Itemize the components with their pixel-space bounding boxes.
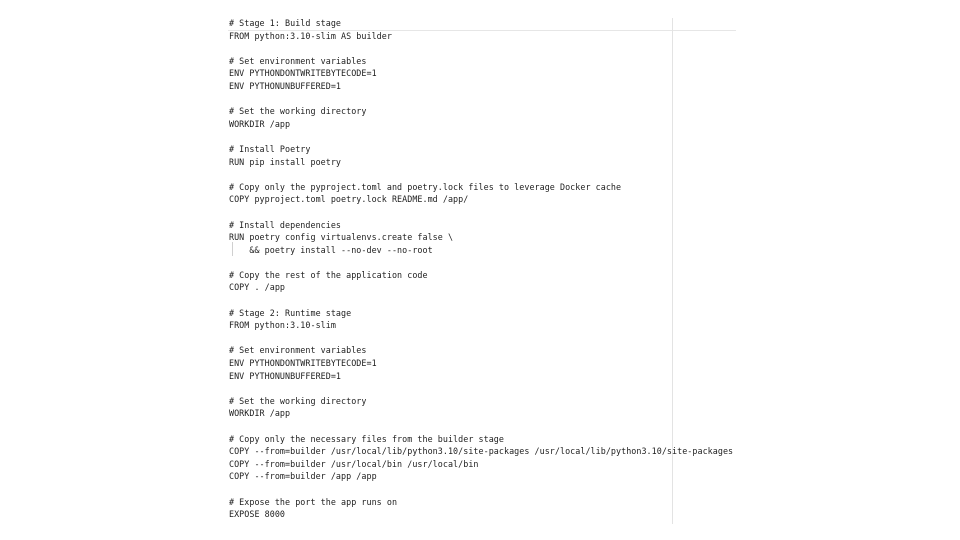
- code-line[interactable]: # Copy only the pyproject.toml and poetry.lock files to leverage Docker cache: [229, 181, 622, 192]
- code-line[interactable]: FROM python:3.10-slim: [229, 320, 336, 331]
- blank-line[interactable]: [229, 483, 733, 496]
- code-line[interactable]: EXPOSE 8000: [229, 509, 286, 520]
- code-line[interactable]: RUN poetry config virtualenvs.create false \: [229, 232, 454, 243]
- code-line[interactable]: # Set the working directory: [229, 395, 367, 406]
- code-line[interactable]: COPY . /app: [229, 282, 286, 293]
- blank-line[interactable]: [229, 130, 733, 143]
- code-line[interactable]: # Set environment variables: [229, 345, 367, 356]
- code-line[interactable]: # Install Poetry: [229, 143, 311, 154]
- code-line[interactable]: # Copy the rest of the application code: [229, 269, 428, 280]
- code-line[interactable]: # Set environment variables: [229, 55, 367, 66]
- blank-line[interactable]: [229, 332, 733, 345]
- code-line[interactable]: ENV PYTHONDONTWRITEBYTECODE=1: [229, 68, 377, 79]
- blank-line[interactable]: [229, 420, 733, 433]
- blank-line[interactable]: [229, 206, 733, 219]
- code-line[interactable]: ENV PYTHONUNBUFFERED=1: [229, 370, 342, 381]
- code-line[interactable]: # Expose the port the app runs on: [229, 496, 398, 507]
- code-line[interactable]: WORKDIR /app: [229, 408, 291, 419]
- code-line[interactable]: RUN pip install poetry: [229, 156, 342, 167]
- blank-line[interactable]: [229, 42, 733, 55]
- code-line[interactable]: COPY --from=builder /app /app: [229, 471, 377, 482]
- blank-line[interactable]: [229, 382, 733, 395]
- code-line[interactable]: # Set the working directory: [229, 106, 367, 117]
- dockerfile-code[interactable]: [229, 17, 733, 521]
- blank-line[interactable]: [229, 93, 733, 106]
- code-line[interactable]: # Copy only the necessary files from the builder stage: [229, 433, 504, 444]
- code-line[interactable]: ENV PYTHONDONTWRITEBYTECODE=1: [229, 358, 377, 369]
- code-line[interactable]: COPY --from=builder /usr/local/bin /usr/local/bin: [229, 458, 479, 469]
- blank-line[interactable]: [229, 168, 733, 181]
- code-line[interactable]: ENV PYTHONUNBUFFERED=1: [229, 80, 342, 91]
- code-line[interactable]: COPY pyproject.toml poetry.lock README.md /app/: [229, 194, 469, 205]
- code-line[interactable]: # Install dependencies: [229, 219, 342, 230]
- code-line[interactable]: WORKDIR /app: [229, 118, 291, 129]
- code-line[interactable]: FROM python:3.10-slim AS builder: [229, 30, 392, 41]
- blank-line[interactable]: [229, 294, 733, 307]
- code-line[interactable]: && poetry install --no-dev --no-root: [229, 244, 433, 255]
- blank-line[interactable]: [229, 256, 733, 269]
- code-line[interactable]: # Stage 2: Runtime stage: [229, 307, 352, 318]
- code-line[interactable]: # Stage 1: Build stage: [229, 18, 342, 28]
- code-line[interactable]: COPY --from=builder /usr/local/lib/python3.10/site-packages /usr/local/lib/python3.10/site-packages: [229, 446, 734, 457]
